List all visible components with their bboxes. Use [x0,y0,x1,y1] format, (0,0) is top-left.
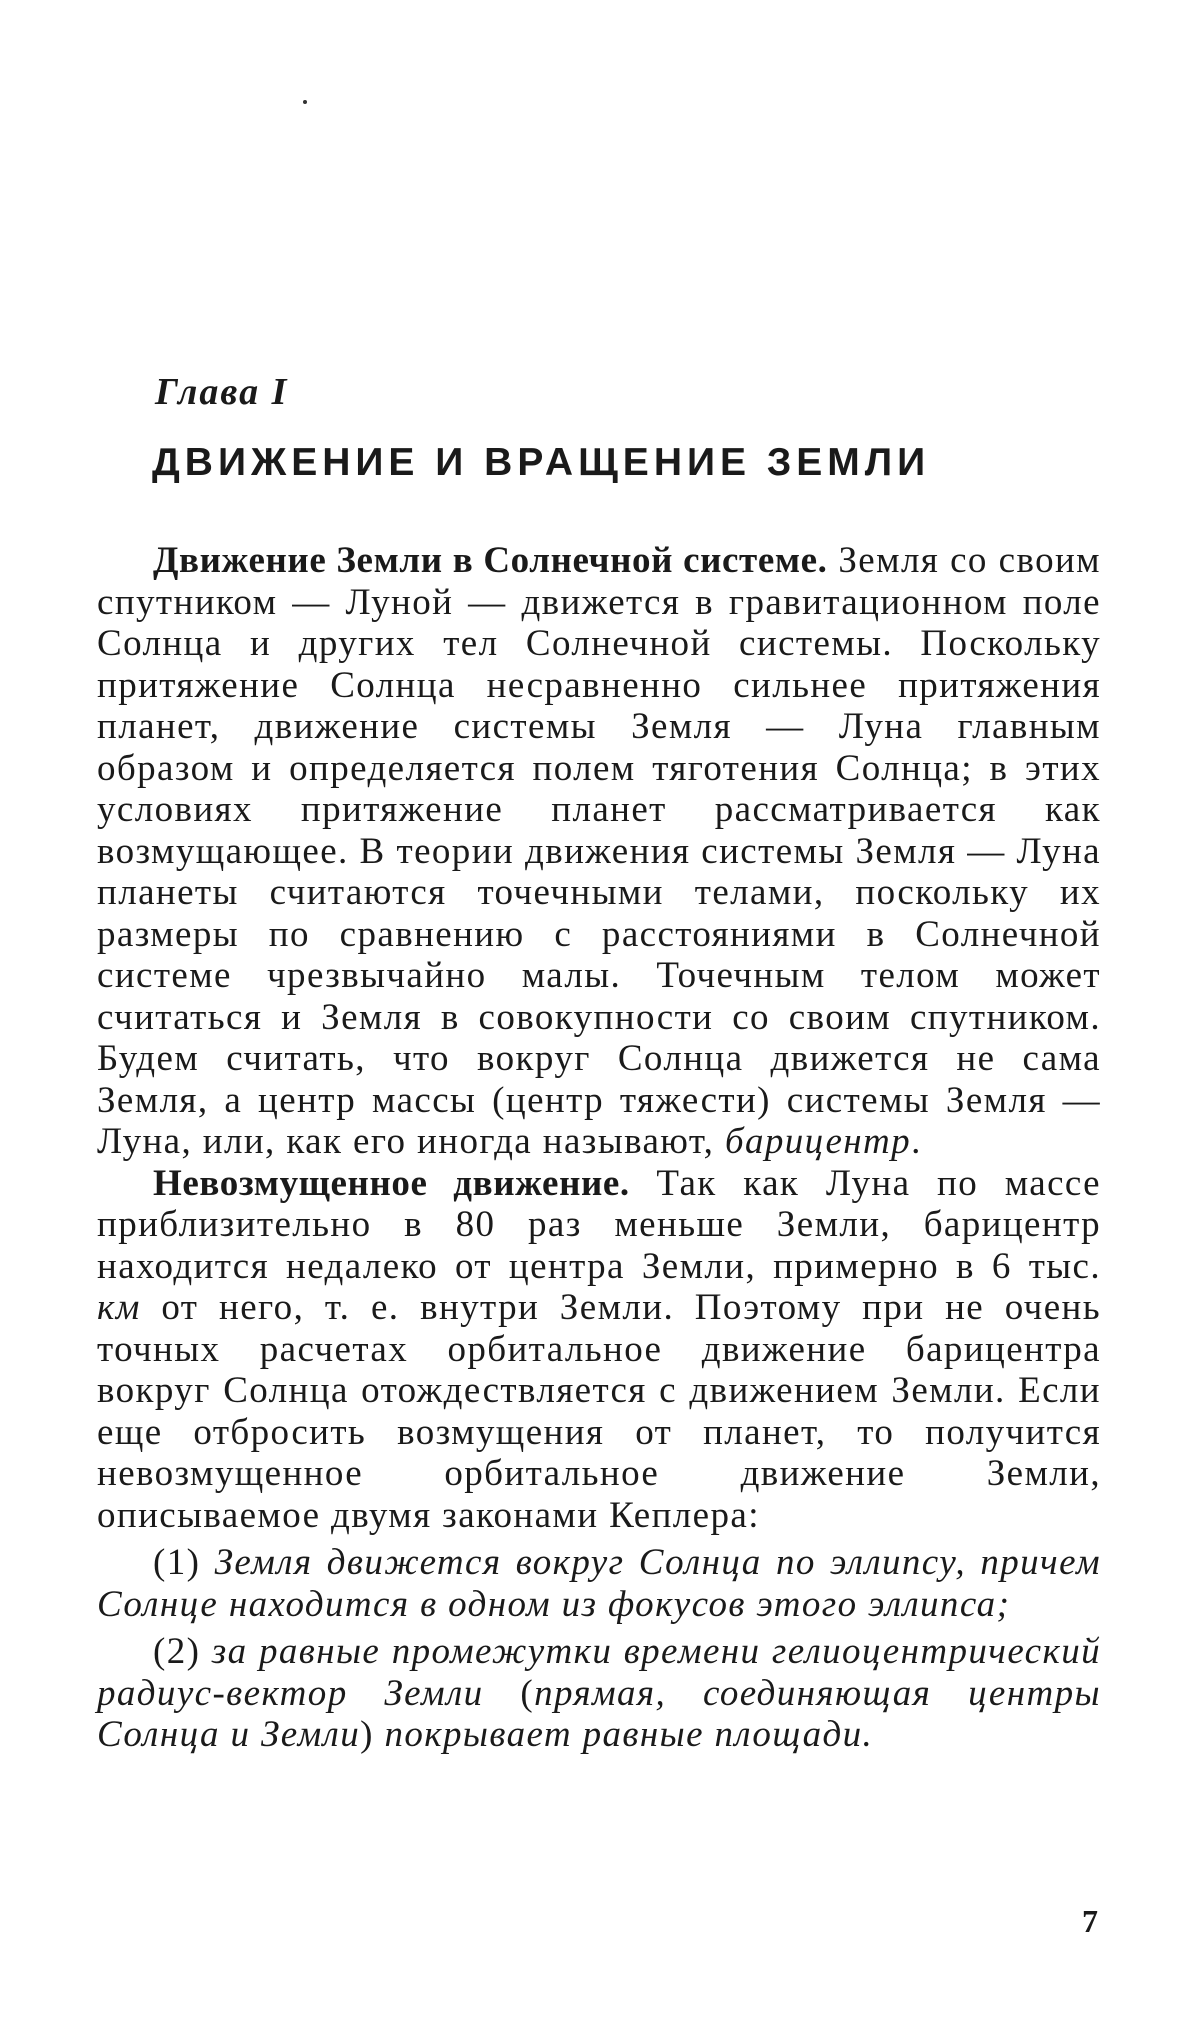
paragraph-text: Так как Луна по массе приблизительно в 80 раз меньше Земли, барицентр находится недалеко от центра Земли, примерно в 6 тыс. [97,1162,1101,1287]
law-paren-open: ( [520,1672,535,1714]
paragraph-text-end: . [911,1121,922,1162]
paragraph-earth-motion [97,540,1101,1163]
kepler-law-1 [97,1542,1101,1625]
paragraph-text: Земля со своим спутником — Луной — движется в гравитационном поле Солнца и других тел Солнечной системы. Поскольку притяжение Солнца несравненно сильнее притяжения планет, движение системы Земля — Луна главным образом и определяется полем тяготения Солнца; в этих условиях притяжение планет рассматривается как возмущающее. В теории движения системы Земля — Луна планеты считаются точечными телами, поскольку их размеры по сравнению с расстояниями в Солнечной системе чрезвычайно малы. Точечным телом может считаться и Земля в совокупности со своим спутником. Будем считать, что вокруг Солнца движется не сама Земля, а центр массы (центр тяжести) системы Земля — Луна, или, как его иногда называют, [97,540,1101,1162]
section-heading-unperturbed-motion: Невозмущенное движение. [153,1162,630,1204]
print-speck [303,100,307,104]
law-number: (1) [153,1542,201,1583]
law-text: за равные промежутки времени гелиоцентрический радиус-вектор Земли [97,1631,1101,1714]
law-text: Земля движется вокруг Солнца по эллипсу, причем Солнце находится в одном из фокусов этого эллипса; [97,1542,1101,1625]
paragraph-unperturbed-motion [97,1163,1101,1537]
law-text-end: покрывает равные площади. [373,1714,874,1755]
page-number: 7 [1082,1903,1098,1939]
kepler-law-2 [97,1631,1101,1756]
paragraph-text: от него, т. е. внутри Земли. Поэтому при не очень точных расчетах орбитальное движение барицентра вокруг Солнца отождествляется с движением Земли. Если еще отбросить возмущения от планет, то получится невозмущенное орбитальное движение Земли, описываемое двумя законами Кеплера: [97,1287,1101,1536]
section-heading-earth-motion: Движение Земли в Солнечной системе. [153,540,828,581]
law-text-parenthetical: прямая, соединяющая центры Солнца и Земли [97,1672,1101,1755]
chapter-title: ДВИЖЕНИЕ И ВРАЩЕНИЕ ЗЕМЛИ [152,441,931,484]
body-text [97,540,1101,1756]
law-paren-close: ) [360,1714,374,1755]
unit-km: км [97,1287,141,1328]
chapter-label: Глава I [155,371,289,413]
term-barycenter: барицентр [724,1121,912,1162]
law-number: (2) [153,1631,201,1672]
